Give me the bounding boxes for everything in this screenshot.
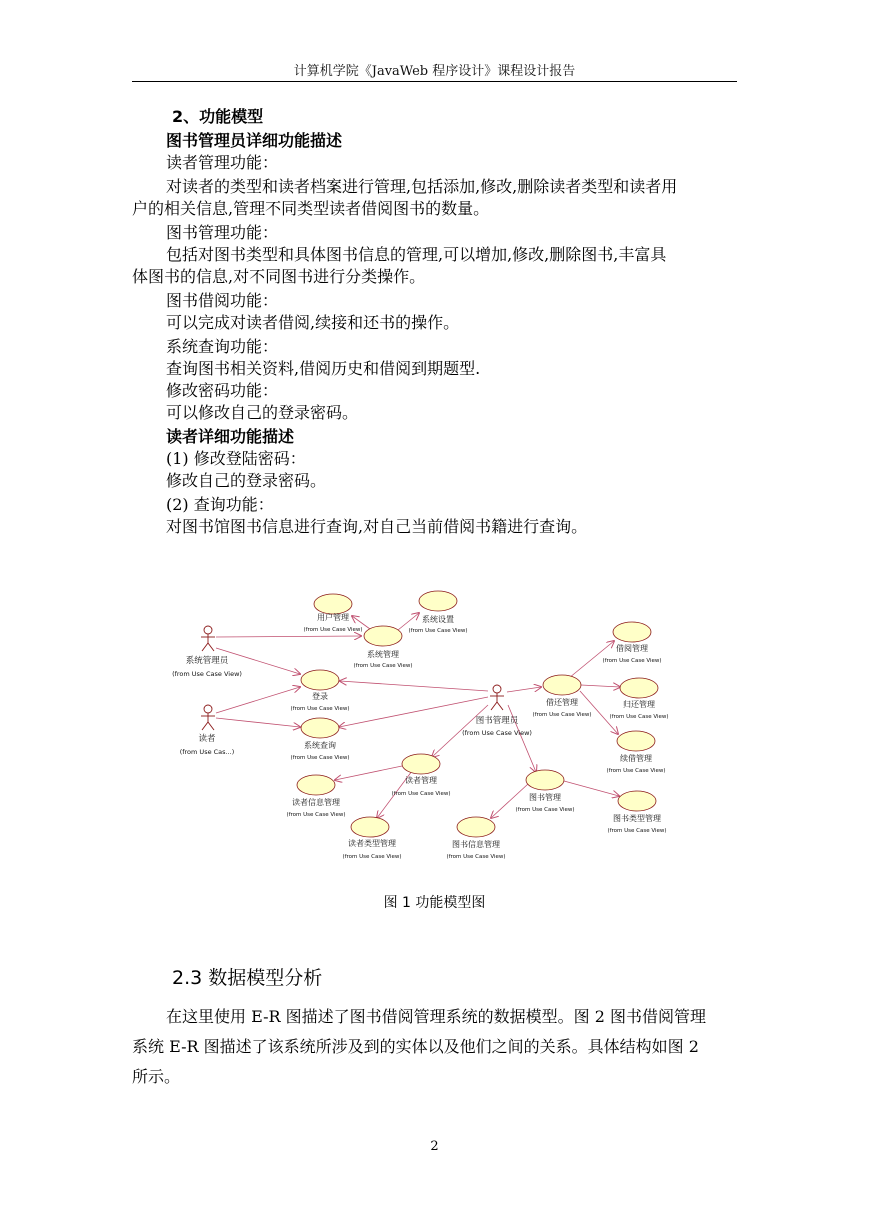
link-admin-sysmgmt [216,636,361,637]
text-line: 可以完成对读者借阅,续接和还书的操作。 [166,313,460,332]
text-line: 读者管理功能： [166,153,279,172]
usecase-reader-type-label: 读者类型管理 [348,839,396,848]
text-line: 图书管理功能： [166,223,279,242]
text-line: 体图书的信息,对不同图书进行分类操作。 [132,267,426,286]
usecase-sys-query-label: 系统查询 [304,741,336,750]
link-reader-query [216,718,300,727]
usecase-lend-return [543,675,581,695]
text-line: (2) 查询功能： [166,495,274,514]
usecase-user-mgmt-label: 用户管理 [317,613,349,622]
usecase-login [301,670,339,690]
link-readermgmt-info [335,766,402,780]
link-reader-login [216,687,300,713]
usecase-sys-settings-sub: (from Use Case View) [408,628,468,634]
running-header: 计算机学院《JavaWeb 程序设计》课程设计报告 [293,64,576,79]
text-line: 修改自己的登录密码。 [166,471,327,490]
usecase-sys-mgmt-label: 系统管理 [367,650,399,659]
usecase-lend-return-sub: (from Use Case View) [532,712,592,718]
link-librarian-query [339,697,488,727]
usecase-book-type-sub: (from Use Case View) [607,828,667,834]
page-number: 2 [430,1139,439,1154]
usecase-reader-type [351,817,389,837]
usecase-borrow-mgmt [613,622,651,642]
usecase-sys-query [301,718,339,738]
usecase-book-info-label: 图书信息管理 [452,840,500,849]
text-line: 对图书馆图书信息进行查询,对自己当前借阅书籍进行查询。 [166,517,588,536]
text-line: 查询图书相关资料,借阅历史和借阅到期题型. [166,359,481,378]
usecase-user-mgmt-sub: (from Use Case View) [303,627,363,633]
usecase-login-sub: (from Use Case View) [290,706,350,712]
usecase-reader-info-sub: (from Use Case View) [286,812,346,818]
usecase-reader-mgmt-sub: (from Use Case View) [391,791,451,797]
usecase-lend-return-label: 借还管理 [546,698,578,707]
text-line: 户的相关信息,管理不同类型读者借阅图书的数量。 [132,199,490,218]
figure-caption: 图 1 功能模型图 [383,895,486,911]
usecase-reader-mgmt-label: 读者管理 [405,776,437,785]
link-bookmgmt-type [564,781,619,796]
usecase-renew-mgmt [617,731,655,751]
actor-admin-label: 系统管理员 [185,656,229,666]
usecase-reader-type-sub: (from Use Case View) [342,854,402,860]
actor-librarian-label: 图书管理员 [475,716,519,726]
paragraph-line: 在这里使用 E-R 图描述了图书借阅管理系统的数据模型。图 2 图书借阅管理 [166,1007,706,1026]
actor-librarian-icon [490,685,504,710]
usecase-reader-info [297,775,335,795]
actor-librarian-sub: (from Use Case View) [462,729,532,737]
usecase-return-mgmt-sub: (from Use Case View) [609,714,669,720]
usecase-book-info [457,817,495,837]
text-line: 对读者的类型和读者档案进行管理,包括添加,修改,删除读者类型和读者用 [166,177,678,196]
subsection-heading: 2、功能模型 [172,107,264,126]
usecase-sys-query-sub: (from Use Case View) [290,755,350,761]
usecase-book-mgmt [526,770,564,790]
usecase-login-label: 登录 [312,692,328,701]
usecase-reader-mgmt [402,754,440,774]
section-title: 2.3 数据模型分析 [172,967,323,989]
actor-reader-icon [201,705,215,730]
usecase-book-mgmt-label: 图书管理 [529,793,561,802]
usecase-book-type-label: 图书类型管理 [613,814,661,823]
usecase-reader-info-label: 读者信息管理 [292,798,340,807]
text-line: 修改密码功能： [166,381,279,400]
text-line: 包括对图书类型和具体图书信息的管理,可以增加,修改,删除图书,丰富具 [166,245,667,264]
usecase-sys-settings-label: 系统设置 [422,615,454,624]
usecase-borrow-mgmt-label: 借阅管理 [616,644,648,653]
text-line: 图书借阅功能： [166,291,279,310]
usecase-return-mgmt [620,678,658,698]
usecase-renew-mgmt-sub: (from Use Case View) [606,768,666,774]
link-librarian-login [340,681,488,691]
link-librarian-lend [507,687,541,692]
usecase-sys-mgmt [364,626,402,646]
usecase-book-mgmt-sub: (from Use Case View) [515,807,575,813]
usecase-return-mgmt-label: 归还管理 [623,700,655,709]
usecase-user-mgmt [314,594,352,614]
text-line: 可以修改自己的登录密码。 [166,403,359,422]
usecase-renew-mgmt-label: 续借管理 [620,754,652,763]
actor-reader-label: 读者 [198,734,216,744]
text-line: 系统查询功能： [166,337,279,356]
link-lend-return [581,685,620,687]
actor-admin-sub: (from Use Case View) [172,670,242,678]
text-line: (1) 修改登陆密码： [166,449,306,468]
actor-reader-sub: (from Use Cas...) [179,748,235,756]
paragraph-line: 所示。 [132,1067,181,1086]
actor-admin-icon [201,626,215,651]
paragraph-line: 系统 E-R 图描述了该系统所涉及到的实体以及他们之间的关系。具体结构如图 2 [132,1037,699,1056]
usecase-sys-mgmt-sub: (from Use Case View) [353,663,413,669]
usecase-book-info-sub: (from Use Case View) [446,854,506,860]
usecase-book-type [618,791,656,811]
usecase-borrow-mgmt-sub: (from Use Case View) [602,658,662,664]
librarian-heading: 图书管理员详细功能描述 [166,131,343,150]
usecase-sys-settings [419,591,457,611]
reader-heading: 读者详细功能描述 [166,427,295,446]
